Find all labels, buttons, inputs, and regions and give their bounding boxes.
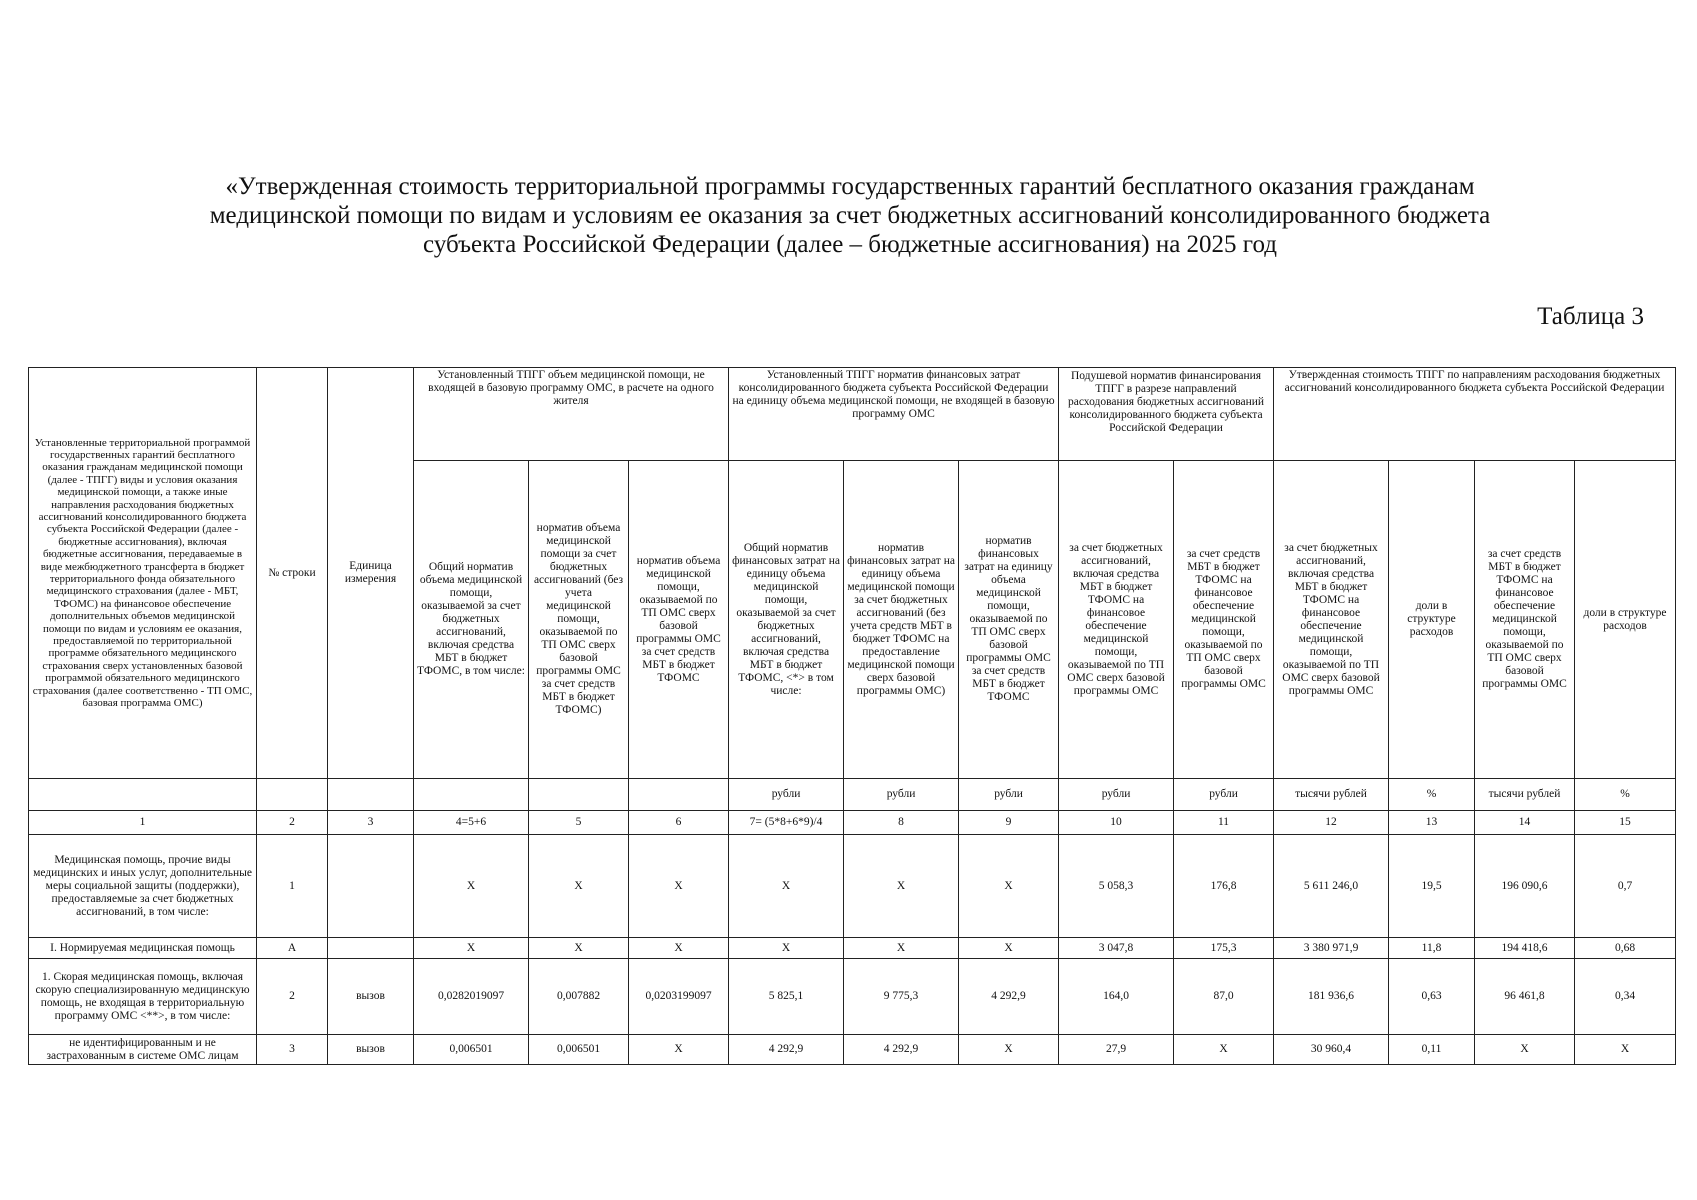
data-cell: 11,8 xyxy=(1389,938,1475,959)
data-cell: X xyxy=(844,835,959,938)
units-row xyxy=(29,779,1676,811)
column-number-cell: 10 xyxy=(1059,811,1174,835)
data-cell: 30 960,4 xyxy=(1274,1035,1389,1065)
data-cell: X xyxy=(729,938,844,959)
header-col-description: Установленные территориальной программой государственных гарантий бесплатного оказания гражданам медицинской помощи (далее - ТПГГ) виды и условия оказания медицинской помощи, а также иные направления расходования бюджетных ассигнований консолидированного бюджета субъекта Российской Федерации (далее - бюджетные ассигнования), включая бюджетные ассигнования, передаваемые в виде межбюджетного трансферта в бюджет территориального фонда обязательного медицинского страхования (далее - МБТ, ТФОМС) на финансовое обеспечение дополнительных объемов медицинской помощи по видам и условиям ее оказания, предоставляемой по территориальной программе обязательного медицинского страхования сверх установленных базовой программой обязательного медицинского страхования (далее соответственно - ТП ОМС, базовая программа ОМС) xyxy=(29,368,257,779)
header-sub-14: за счет средств МБТ в бюджет ТФОМС на финансовое обеспечение медицинской помощи, оказываемой по ТП ОМС сверх базовой программы ОМС xyxy=(1475,461,1575,779)
data-cell: 3 047,8 xyxy=(1059,938,1174,959)
data-cell: X xyxy=(959,835,1059,938)
data-cell: 176,8 xyxy=(1174,835,1274,938)
unit-cell xyxy=(328,779,414,811)
data-cell: X xyxy=(959,1035,1059,1065)
title-line-3: субъекта Российской Федерации (далее – бюджетные ассигнования) на 2025 год xyxy=(423,231,1277,258)
unit-cell: рубли xyxy=(959,779,1059,811)
column-number-cell: 7= (5*8+6*9)/4 xyxy=(729,811,844,835)
data-cell: 4 292,9 xyxy=(729,1035,844,1065)
data-cell: 4 292,9 xyxy=(959,959,1059,1035)
header-sub-11: за счет средств МБТ в бюджет ТФОМС на финансовое обеспечение медицинской помощи, оказываемой по ТП ОМС сверх базовой программы ОМС xyxy=(1174,461,1274,779)
unit-cell xyxy=(629,779,729,811)
data-cell: X xyxy=(414,835,529,938)
data-cell: вызов xyxy=(328,959,414,1035)
data-cell: 3 380 971,9 xyxy=(1274,938,1389,959)
data-cell: 0,68 xyxy=(1575,938,1676,959)
table-label: Таблица 3 xyxy=(1537,303,1644,330)
data-cell: 194 418,6 xyxy=(1475,938,1575,959)
data-cell: 0,7 xyxy=(1575,835,1676,938)
column-number-cell: 8 xyxy=(844,811,959,835)
header-sub-8: норматив финансовых затрат на единицу объема медицинской помощи за счет бюджетных ассигнований (без учета средств МБТ в бюджет ТФОМС на предоставление медицинской помощи сверх базовой программы ОМС) xyxy=(844,461,959,779)
column-number-cell: 1 xyxy=(29,811,257,835)
column-number-cell: 5 xyxy=(529,811,629,835)
row-name-cell: I. Нормируемая медицинская помощь xyxy=(29,938,257,959)
data-cell: 0,006501 xyxy=(414,1035,529,1065)
table-row xyxy=(29,835,1676,938)
data-cell: 196 090,6 xyxy=(1475,835,1575,938)
cost-table xyxy=(28,367,1676,1065)
data-cell: 0,63 xyxy=(1389,959,1475,1035)
data-cell xyxy=(328,938,414,959)
column-number-cell: 2 xyxy=(257,811,328,835)
data-cell: X xyxy=(529,835,629,938)
unit-cell: % xyxy=(1575,779,1676,811)
table-row xyxy=(29,959,1676,1035)
column-number-cell: 12 xyxy=(1274,811,1389,835)
data-cell: X xyxy=(959,938,1059,959)
unit-cell: тысячи рублей xyxy=(1475,779,1575,811)
data-cell: X xyxy=(1174,1035,1274,1065)
data-cell: 0,006501 xyxy=(529,1035,629,1065)
column-number-cell: 6 xyxy=(629,811,729,835)
data-cell: 0,11 xyxy=(1389,1035,1475,1065)
column-number-cell: 15 xyxy=(1575,811,1676,835)
document-title xyxy=(130,172,1570,259)
unit-cell: рубли xyxy=(1059,779,1174,811)
header-col-unit: Единица измерения xyxy=(328,368,414,779)
data-cell: 1 xyxy=(257,835,328,938)
title-line-1: «Утвержденная стоимость территориальной программы государственных гарантий бесплатного оказания гражданам xyxy=(225,173,1475,200)
header-sub-15: доли в структуре расходов xyxy=(1575,461,1676,779)
unit-cell xyxy=(414,779,529,811)
header-sub-7: Общий норматив финансовых затрат на единицу объема медицинской помощи, оказываемой за счет бюджетных ассигнований, включая средства МБТ в бюджет ТФОМС, <*> в том числе: xyxy=(729,461,844,779)
column-number-cell: 13 xyxy=(1389,811,1475,835)
header-group-approved-cost: Утвержденная стоимость ТПГГ по направлениям расходования бюджетных ассигнований консолидированного бюджета субъекта Российской Федерации xyxy=(1274,368,1676,461)
data-cell: X xyxy=(529,938,629,959)
header-sub-5: норматив объема медицинской помощи за счет бюджетных ассигнований (без учета медицинской помощи, оказываемой по ТП ОМС сверх базовой программы ОМС за счет средств МБТ в бюджет ТФОМС) xyxy=(529,461,629,779)
unit-cell xyxy=(529,779,629,811)
header-sub-10: за счет бюджетных ассигнований, включая средства МБТ в бюджет ТФОМС на финансовое обеспечение медицинской помощи, оказываемой по ТП ОМС сверх базовой программы ОМС xyxy=(1059,461,1174,779)
header-sub-6: норматив объема медицинской помощи, оказываемой по ТП ОМС сверх базовой программы ОМС за счет средств МБТ в бюджет ТФОМС xyxy=(629,461,729,779)
data-cell: 2 xyxy=(257,959,328,1035)
data-cell: 96 461,8 xyxy=(1475,959,1575,1035)
column-number-cell: 9 xyxy=(959,811,1059,835)
unit-cell: % xyxy=(1389,779,1475,811)
data-cell: 27,9 xyxy=(1059,1035,1174,1065)
data-cell: X xyxy=(414,938,529,959)
row-name-cell: Медицинская помощь, прочие виды медицинских и иных услуг, дополнительные меры социальной защиты (поддержки), предоставляемые за счет бюджетных ассигнований, в том числе: xyxy=(29,835,257,938)
data-cell: 87,0 xyxy=(1174,959,1274,1035)
column-number-cell: 3 xyxy=(328,811,414,835)
data-cell: X xyxy=(844,938,959,959)
data-cell: 164,0 xyxy=(1059,959,1174,1035)
data-cell: 5 825,1 xyxy=(729,959,844,1035)
data-cell: 0,0203199097 xyxy=(629,959,729,1035)
data-cell: 5 058,3 xyxy=(1059,835,1174,938)
data-cell: 0,34 xyxy=(1575,959,1676,1035)
data-cell: 19,5 xyxy=(1389,835,1475,938)
data-cell: 9 775,3 xyxy=(844,959,959,1035)
unit-cell: рубли xyxy=(729,779,844,811)
unit-cell xyxy=(257,779,328,811)
column-number-cell: 14 xyxy=(1475,811,1575,835)
header-group-cost-norm: Установленный ТПГГ норматив финансовых затрат консолидированного бюджета субъекта Российской Федерации на единицу объема медицинской помощи, не входящей в базовую программу ОМС xyxy=(729,368,1059,461)
data-cell: 4 292,9 xyxy=(844,1035,959,1065)
data-cell: 181 936,6 xyxy=(1274,959,1389,1035)
row-name-cell: не идентифицированным и не застрахованным в системе ОМС лицам xyxy=(29,1035,257,1065)
header-col-row-number: № строки xyxy=(257,368,328,779)
data-cell xyxy=(328,835,414,938)
unit-cell: тысячи рублей xyxy=(1274,779,1389,811)
unit-cell xyxy=(29,779,257,811)
header-sub-12: за счет бюджетных ассигнований, включая средства МБТ в бюджет ТФОМС на финансовое обеспечение медицинской помощи, оказываемой по ТП ОМС сверх базовой программы ОМС xyxy=(1274,461,1389,779)
data-cell: 175,3 xyxy=(1174,938,1274,959)
row-name-cell: 1. Скорая медицинская помощь, включая скорую специализированную медицинскую помощь, не входящая в территориальную программу ОМС <**>, в том числе: xyxy=(29,959,257,1035)
data-cell: X xyxy=(729,835,844,938)
table-row xyxy=(29,938,1676,959)
data-cell: 3 xyxy=(257,1035,328,1065)
data-cell: X xyxy=(629,938,729,959)
data-cell: X xyxy=(629,835,729,938)
data-cell: 0,0282019097 xyxy=(414,959,529,1035)
header-sub-4: Общий норматив объема медицинской помощи, оказываемой за счет бюджетных ассигнований, включая средства МБТ в бюджет ТФОМС, в том числе: xyxy=(414,461,529,779)
column-numbers-row xyxy=(29,811,1676,835)
header-group-volume: Установленный ТПГГ объем медицинской помощи, не входящей в базовую программу ОМС, в расчете на одного жителя xyxy=(414,368,729,461)
column-number-cell: 4=5+6 xyxy=(414,811,529,835)
data-cell: 5 611 246,0 xyxy=(1274,835,1389,938)
data-cell: вызов xyxy=(328,1035,414,1065)
unit-cell: рубли xyxy=(844,779,959,811)
data-cell: X xyxy=(1475,1035,1575,1065)
table-row xyxy=(29,1035,1676,1065)
data-cell: А xyxy=(257,938,328,959)
data-cell: 0,007882 xyxy=(529,959,629,1035)
unit-cell: рубли xyxy=(1174,779,1274,811)
title-line-2: медицинской помощи по видам и условиям ее оказания за счет бюджетных ассигнований консолидированного бюджета xyxy=(209,202,1491,229)
data-cell: X xyxy=(1575,1035,1676,1065)
header-sub-13: доли в структуре расходов xyxy=(1389,461,1475,779)
data-cell: X xyxy=(629,1035,729,1065)
column-number-cell: 11 xyxy=(1174,811,1274,835)
header-sub-9: норматив финансовых затрат на единицу объема медицинской помощи, оказываемой по ТП ОМС сверх базовой программы ОМС за счет средств МБТ в бюджет ТФОМС xyxy=(959,461,1059,779)
header-group-per-capita: Подушевой норматив финансирования ТПГГ в разрезе направлений расходования бюджетных ассигнований консолидированного бюджета субъекта Российской Федерации xyxy=(1059,368,1274,461)
